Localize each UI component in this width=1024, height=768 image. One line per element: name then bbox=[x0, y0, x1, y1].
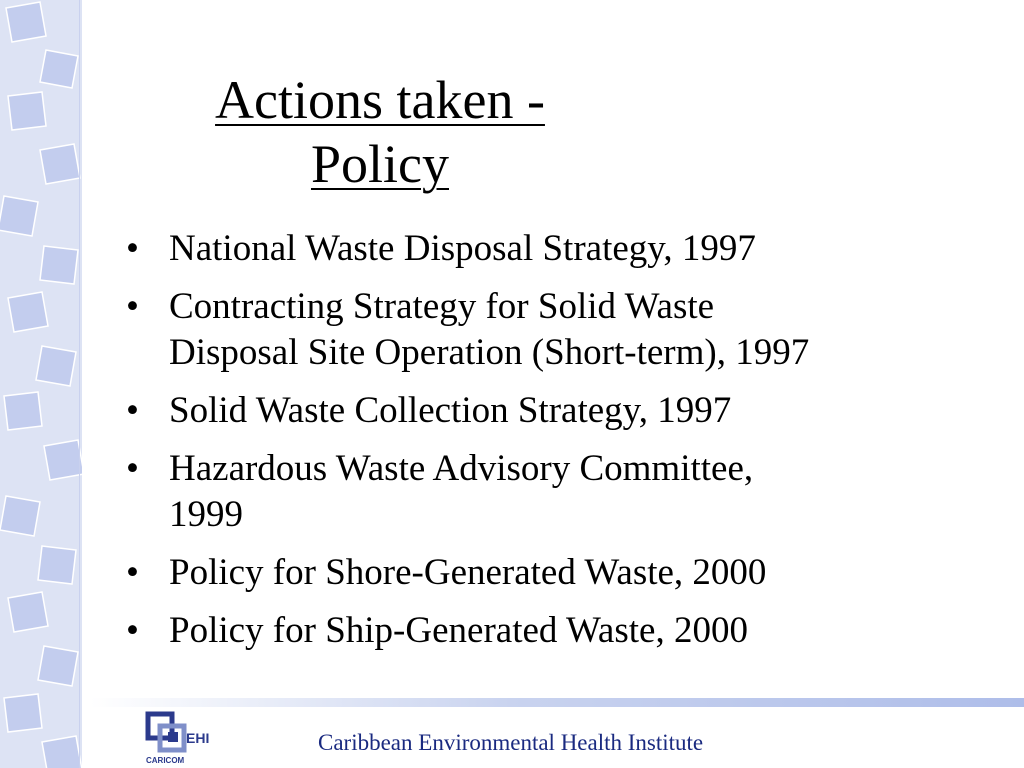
bullet-text: National Waste Disposal Strategy, 1997 bbox=[169, 228, 756, 269]
bullet-item bbox=[126, 388, 1006, 434]
bullet-text: Policy for Ship-Generated Waste, 2000 bbox=[169, 610, 748, 651]
cehi-logo-mark-icon bbox=[142, 710, 190, 756]
title-line-1: Actions taken - bbox=[215, 70, 545, 130]
bullet-icon: • bbox=[126, 286, 139, 327]
logo-subtext: CARICOM bbox=[146, 756, 185, 765]
bullet-text: Solid Waste Collection Strategy, 1997 bbox=[169, 390, 732, 431]
strip-divider-line bbox=[79, 0, 80, 768]
bullet-item bbox=[126, 446, 1006, 538]
cehi-logo bbox=[142, 710, 232, 766]
bullet-text: Policy for Shore-Generated Waste, 2000 bbox=[169, 552, 767, 593]
bullet-icon: • bbox=[126, 552, 139, 593]
footer-divider-bar bbox=[90, 698, 1024, 707]
logo-text: EHI bbox=[186, 730, 210, 746]
bullet-list bbox=[126, 226, 1006, 666]
decorative-side-strip bbox=[0, 0, 84, 768]
bullet-item bbox=[126, 226, 1006, 272]
tilted-squares-pattern bbox=[0, 0, 84, 768]
bullet-icon: • bbox=[126, 390, 139, 431]
bullet-item bbox=[126, 608, 1006, 654]
bullet-icon: • bbox=[126, 610, 139, 651]
title-line-2: Policy bbox=[310, 134, 449, 194]
slide-title bbox=[150, 68, 610, 196]
footer-institute-name: Caribbean Environmental Health Institute bbox=[318, 730, 704, 755]
bullet-text: Hazardous Waste Advisory Committee, bbox=[169, 448, 754, 489]
bullet-icon: • bbox=[126, 228, 139, 269]
bullet-item bbox=[126, 550, 1006, 596]
bullet-item bbox=[126, 284, 1006, 376]
bullet-icon: • bbox=[126, 448, 139, 489]
bullet-text-continued: 1999 bbox=[169, 494, 243, 535]
bullet-text: Contracting Strategy for Solid Waste bbox=[169, 286, 715, 327]
strip-edge bbox=[82, 0, 84, 768]
bullet-text-continued: Disposal Site Operation (Short-term), 1997 bbox=[169, 332, 810, 373]
